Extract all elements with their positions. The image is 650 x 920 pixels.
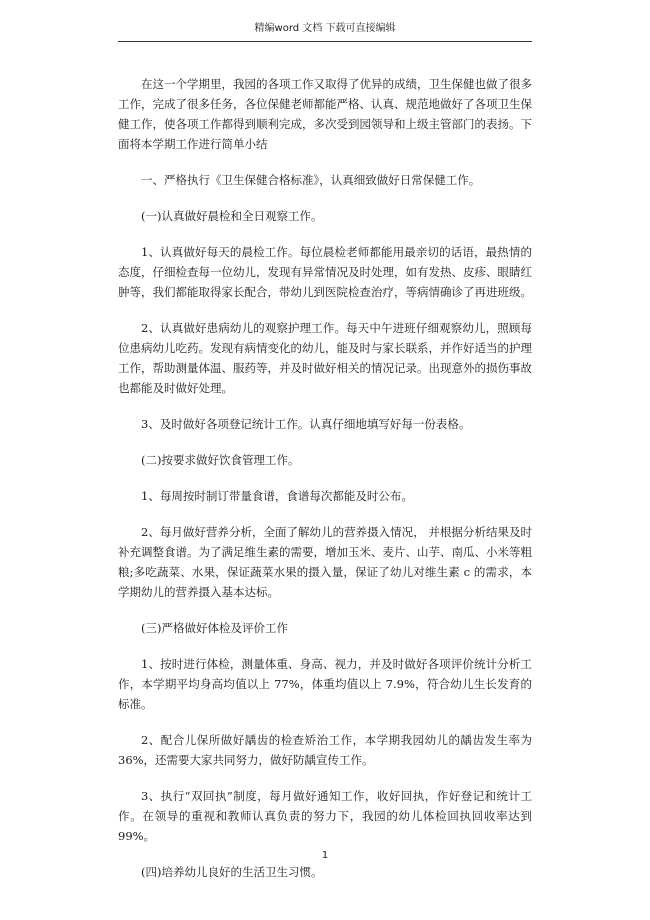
body-paragraph: 3、及时做好各项登记统计工作。认真仔细地填写好每一份表格。 [141, 417, 471, 431]
subsection-heading: (二)按要求做好饮食管理工作。 [141, 453, 300, 467]
page-number: 1 [321, 850, 329, 861]
body-paragraph: 1、每周按时制订带量食谱，食谱每次都能及时公布。 [141, 489, 413, 503]
subsection-heading: (四)培养幼儿良好的生活卫生习惯。 [141, 865, 323, 879]
body-paragraph: 3、执行“双回执”制度，每月做好通知工作，收好回执，作好登记和统计工作。在领导的重视和教师认真负责的努力下，我园的幼儿体检回执回收率达到 99%。 [118, 789, 532, 843]
subsection-heading: (三)严格做好体检及评价工作 [141, 621, 288, 635]
body-paragraph: 2、每月做好营养分析，全面了解幼儿的营养摄入情况， 并根据分析结果及时补充调整食谱。为了满足维生素的需要，增加玉米、麦片、山芋、南瓜、小米等粗粮;多吃蔬菜、水果，保证蔬菜水果的摄入量，保证了幼儿对维生素 c 的需求，本学期幼儿的营养摄入基本达标。 [118, 525, 532, 599]
body-paragraph: 1、按时进行体检，测量体重、身高、视力，并及时做好各项评价统计分析工作，本学期平均身高均值以上 77%，体重均值以上 7.9%，符合幼儿生长发育的标准。 [118, 657, 532, 711]
subsection-heading: (一)认真做好晨检和全日观察工作。 [141, 209, 323, 223]
body-paragraph: 1、认真做好每天的晨检工作。每位晨检老师都能用最亲切的话语，最热情的态度，仔细检查每一位幼儿，发现有异常情况及时处理，如有发热、皮疹、眼睛红肿等，我们都能取得家长配合，带幼儿到医院检查治疗，等病情确诊了再进班级。 [118, 245, 532, 299]
body-paragraph: 2、配合儿保所做好龋齿的检查矫治工作，本学期我园幼儿的龋齿发生率为36%，还需要大家共同努力，做好防龋宣传工作。 [118, 733, 532, 767]
page-header: 精编word 文档 下载可直接编辑 [118, 22, 532, 42]
document-body [118, 74, 532, 898]
intro-paragraph: 在这一个学期里，我园的各项工作又取得了优异的成绩，卫生保健也做了很多工作，完成了很多任务，各位保健老师都能严格、认真、规范地做好了各项卫生保健工作，使各项工作都得到顺利完成，多次受到园领导和上级主管部门的表扬。下面将本学期工作进行简单小结 [118, 77, 532, 151]
section-heading: 一、严格执行《卫生保健合格标准》，认真细致做好日常保健工作。 [141, 173, 481, 187]
body-paragraph: 2、认真做好患病幼儿的观察护理工作。每天中午进班仔细观察幼儿，照顾每位患病幼儿吃药。发现有病情变化的幼儿，能及时与家长联系，并作好适当的护理工作，帮助测量体温、服药等，并及时做好相关的情况记录。出现意外的损伤事故也都能及时做好处理。 [118, 321, 532, 395]
